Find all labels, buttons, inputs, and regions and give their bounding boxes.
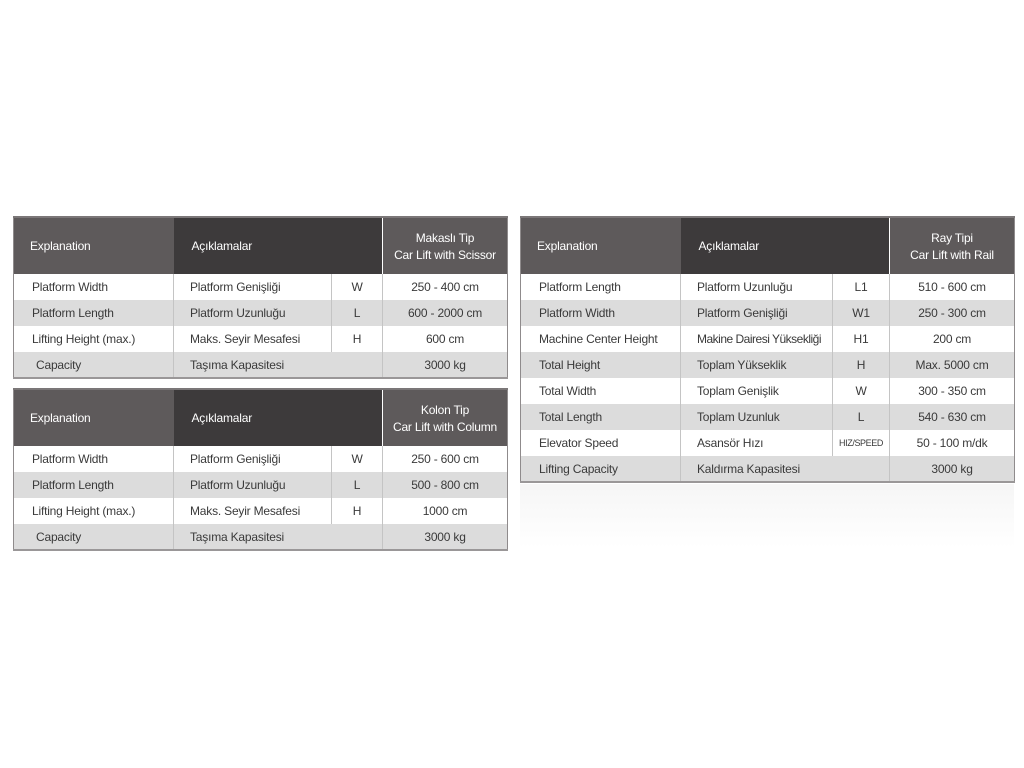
table-header-row — [14, 217, 508, 274]
row-label-tr: Platform Genişliği — [681, 300, 833, 326]
model-name-tr: Ray Tipi — [931, 231, 973, 245]
row-symbol: H — [332, 498, 383, 524]
model-name-en: Car Lift with Scissor — [394, 248, 496, 262]
table-row — [14, 446, 508, 472]
row-label-en: Total Width — [521, 378, 681, 404]
column-spec-table — [13, 388, 508, 551]
table-reflection — [520, 484, 1014, 548]
row-label-tr: Asansör Hızı — [681, 430, 833, 456]
table-row — [14, 352, 508, 378]
table-row — [521, 300, 1015, 326]
rail-spec-table — [520, 216, 1015, 483]
explanation-header: Explanation — [14, 389, 174, 446]
row-label-tr: Platform Uzunluğu — [174, 472, 332, 498]
row-value: 1000 cm — [422, 504, 468, 518]
row-label-en: Lifting Height (max.) — [14, 326, 174, 352]
row-value: 200 cm — [932, 332, 972, 346]
model-name-tr: Makaslı Tip — [415, 231, 475, 245]
row-label-tr: Maks. Seyir Mesafesi — [174, 498, 332, 524]
scissor-spec-table — [13, 216, 508, 379]
table-header-row — [521, 217, 1015, 274]
table-header-row — [14, 389, 508, 446]
row-value: 500 - 800 cm — [411, 478, 479, 492]
model-name-en: Car Lift with Rail — [910, 248, 994, 262]
model-name-en: Car Lift with Column — [392, 420, 498, 434]
model-header — [383, 217, 508, 274]
row-label-tr: Makine Dairesi Yüksekliği — [681, 326, 833, 352]
row-label-tr: Platform Uzunluğu — [681, 274, 833, 300]
row-symbol: H — [332, 326, 383, 352]
table-row — [521, 352, 1015, 378]
table-row — [521, 326, 1015, 352]
row-label-en: Platform Width — [14, 446, 174, 472]
explanation-header: Explanation — [521, 217, 681, 274]
row-value: 250 - 400 cm — [411, 280, 479, 294]
row-value: 540 - 630 cm — [918, 410, 986, 424]
explanation-header: Explanation — [14, 217, 174, 274]
row-symbol: L1 — [833, 274, 890, 300]
row-label-en: Platform Width — [14, 274, 174, 300]
row-label-en: Elevator Speed — [521, 430, 681, 456]
row-label-en: Lifting Capacity — [521, 456, 681, 482]
row-label-en: Platform Length — [14, 300, 174, 326]
row-label-tr: Kaldırma Kapasitesi — [681, 456, 890, 482]
row-label-en: Capacity — [14, 524, 174, 550]
table-row — [14, 524, 508, 550]
model-header — [890, 217, 1015, 274]
row-label-en: Total Height — [521, 352, 681, 378]
table-row — [521, 274, 1015, 300]
model-header — [383, 389, 508, 446]
row-symbol: W — [332, 274, 383, 300]
row-label-tr: Taşıma Kapasitesi — [174, 352, 383, 378]
model-name-tr: Kolon Tip — [420, 403, 470, 417]
row-symbol: H — [833, 352, 890, 378]
table-row — [14, 472, 508, 498]
row-value: 3000 kg — [890, 456, 1015, 482]
row-label-en: Platform Length — [521, 274, 681, 300]
row-symbol: L — [833, 404, 890, 430]
row-symbol: W — [332, 446, 383, 472]
row-symbol: HIZ/SPEED — [833, 430, 890, 456]
row-symbol: W — [833, 378, 890, 404]
table-row — [14, 326, 508, 352]
row-symbol: L — [332, 472, 383, 498]
row-label-en: Platform Width — [521, 300, 681, 326]
row-symbol: W1 — [833, 300, 890, 326]
row-value: 600 - 2000 cm — [407, 306, 483, 320]
row-label-en: Machine Center Height — [521, 326, 681, 352]
aciklamalar-header: Açıklamalar — [174, 217, 383, 274]
row-label-tr: Maks. Seyir Mesafesi — [174, 326, 332, 352]
row-value: 300 - 350 cm — [918, 384, 986, 398]
row-value: 510 - 600 cm — [918, 280, 986, 294]
row-value: 3000 kg — [383, 524, 508, 550]
row-label-tr: Platform Genişliği — [174, 446, 332, 472]
table-row — [521, 456, 1015, 482]
row-label-tr: Platform Genişliği — [174, 274, 332, 300]
row-label-tr: Toplam Uzunluk — [681, 404, 833, 430]
table-row — [521, 404, 1015, 430]
table-row — [14, 498, 508, 524]
row-label-tr: Platform Uzunluğu — [174, 300, 332, 326]
row-label-en: Platform Length — [14, 472, 174, 498]
row-value: 50 - 100 m/dk — [916, 436, 988, 450]
table-row — [14, 274, 508, 300]
row-label-en: Total Length — [521, 404, 681, 430]
row-value: 250 - 300 cm — [918, 306, 986, 320]
row-label-tr: Toplam Genişlik — [681, 378, 833, 404]
row-label-tr: Taşıma Kapasitesi — [174, 524, 383, 550]
row-symbol: L — [332, 300, 383, 326]
row-value: 3000 kg — [383, 352, 508, 378]
table-row — [14, 300, 508, 326]
row-value: 250 - 600 cm — [411, 452, 479, 466]
aciklamalar-header: Açıklamalar — [681, 217, 890, 274]
aciklamalar-header: Açıklamalar — [174, 389, 383, 446]
table-row — [521, 378, 1015, 404]
row-label-en: Capacity — [14, 352, 174, 378]
table-row — [521, 430, 1015, 456]
row-value: Max. 5000 cm — [915, 358, 989, 372]
row-symbol: H1 — [833, 326, 890, 352]
row-value: 600 cm — [425, 332, 465, 346]
row-label-tr: Toplam Yükseklik — [681, 352, 833, 378]
row-label-en: Lifting Height (max.) — [14, 498, 174, 524]
